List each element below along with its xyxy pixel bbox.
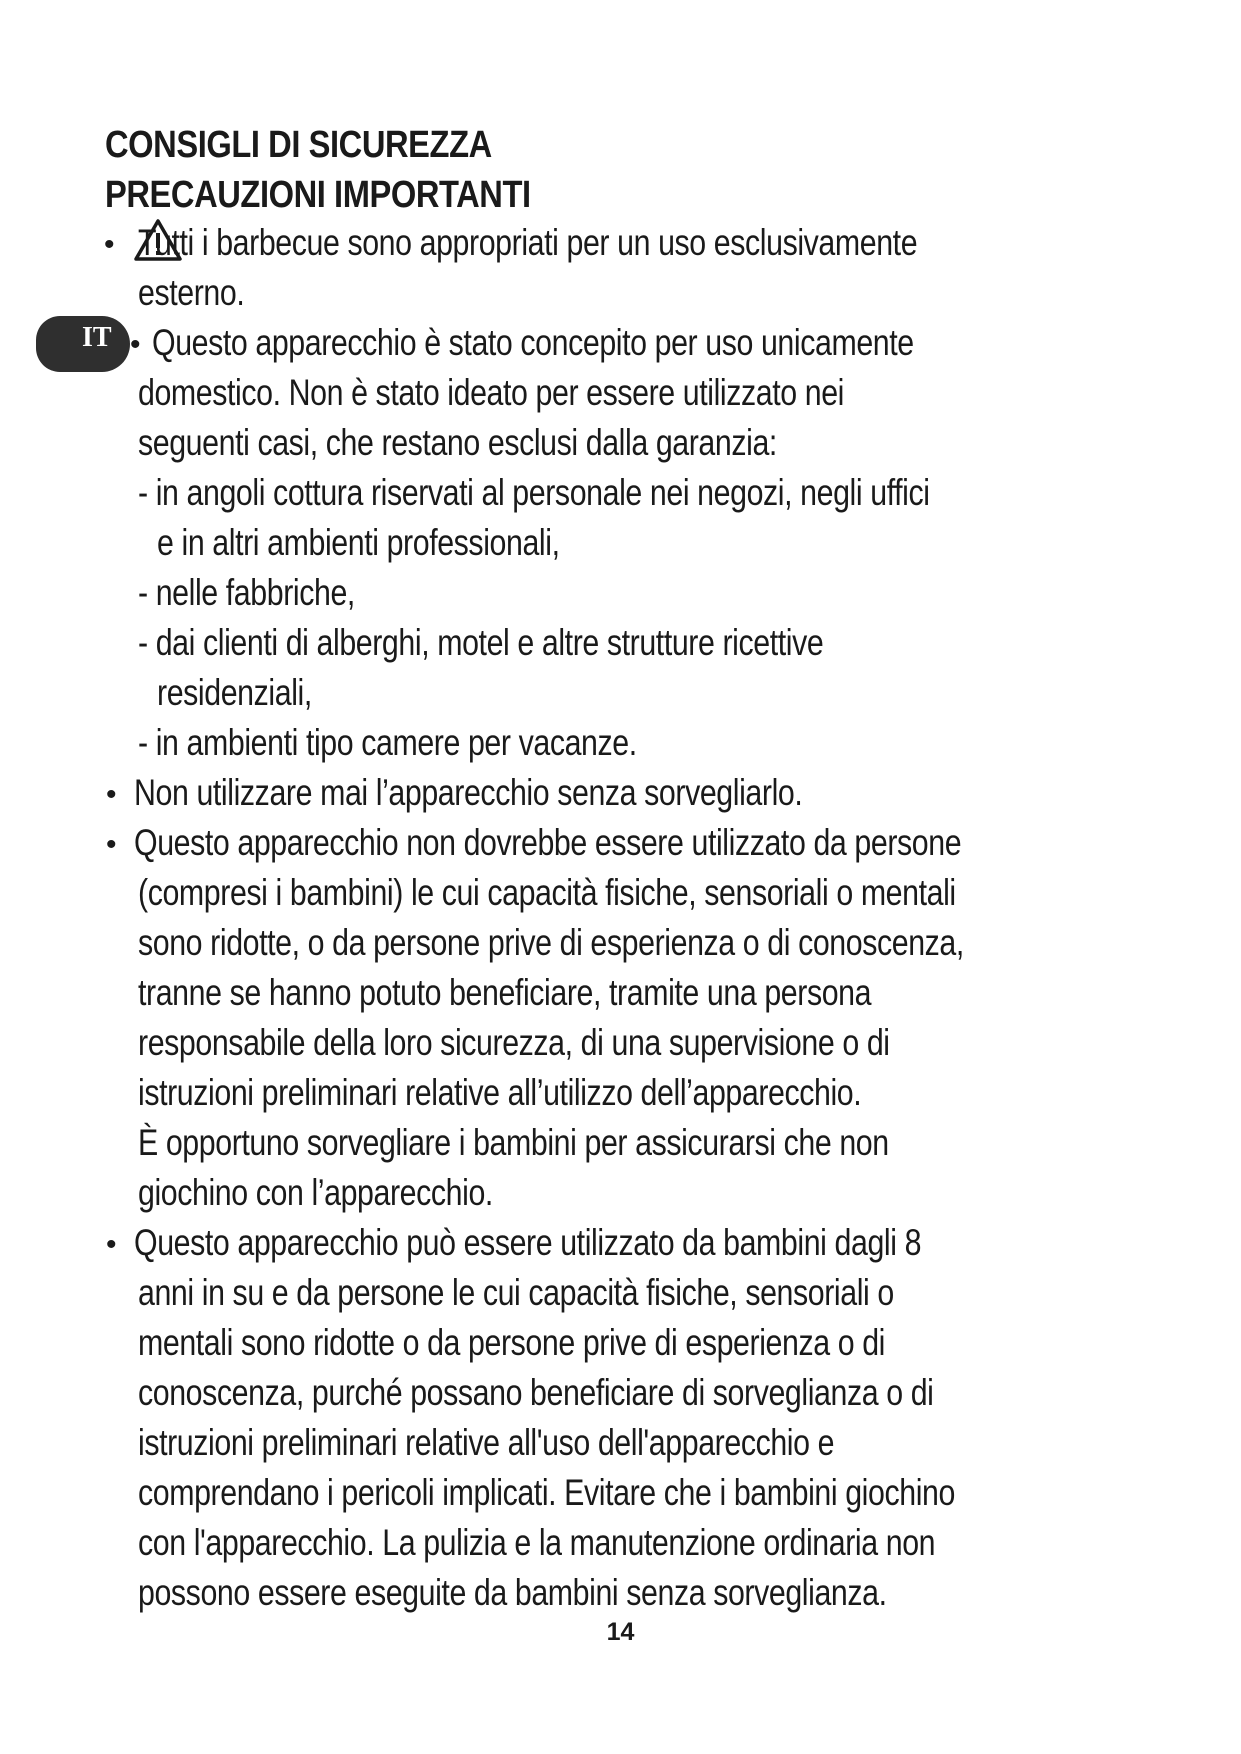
- sub-item-3-line-2: residenziali,: [157, 672, 312, 713]
- bullet-5-line-7: con l'apparecchio. La pulizia e la manutenzione ordinaria non: [138, 1522, 936, 1563]
- bullet-marker: •: [106, 778, 117, 811]
- bullet-1-line-1: Tutti i barbecue sono appropriati per un uso esclusivamente: [138, 222, 918, 263]
- bullet-5-line-8: possono essere eseguite da bambini senza sorveglianza.: [138, 1572, 887, 1613]
- bullet-5-line-5: istruzioni preliminari relative all'uso dell'apparecchio e: [138, 1422, 835, 1463]
- bullet-5-line-3: mentali sono ridotte o da persone prive di esperienza o di: [138, 1322, 885, 1363]
- bullet-5-line-2: anni in su e da persone le cui capacità fisiche, sensoriali o: [138, 1272, 894, 1313]
- language-tab-label: IT: [82, 322, 112, 353]
- bullet-4-line-7: È opportuno sorvegliare i bambini per assicurarsi che non: [138, 1122, 889, 1163]
- page-number: 14: [606, 1618, 635, 1646]
- bullet-2-line-1: Questo apparecchio è stato concepito per uso unicamente: [152, 322, 914, 363]
- bullet-4-line-2: (compresi i bambini) le cui capacità fisiche, sensoriali o mentali: [138, 872, 956, 913]
- section-subtitle: PRECAUZIONI IMPORTANTI: [105, 174, 531, 216]
- sub-item-3-line-1: - dai clienti di alberghi, motel e altre strutture ricettive: [138, 622, 824, 663]
- bullet-4-line-6: istruzioni preliminari relative all’utilizzo dell’apparecchio.: [138, 1072, 862, 1113]
- sub-item-1-line-2: e in altri ambienti professionali,: [157, 522, 560, 563]
- bullet-5-line-1: Questo apparecchio può essere utilizzato da bambini dagli 8: [134, 1222, 922, 1263]
- bullet-marker: •: [104, 228, 115, 261]
- bullet-4-line-4: tranne se hanno potuto beneficiare, tramite una persona: [138, 972, 872, 1013]
- bullet-marker: •: [106, 828, 117, 861]
- bullet-5-line-4: conoscenza, purché possano beneficiare di sorveglianza o di: [138, 1372, 934, 1413]
- section-title: CONSIGLI DI SICUREZZA: [105, 124, 492, 166]
- section-headings: [105, 120, 600, 220]
- bullet-4-line-5: responsabile della loro sicurezza, di una supervisione o di: [138, 1022, 890, 1063]
- bullet-marker: •: [130, 328, 141, 361]
- bullet-5-line-6: comprendano i pericoli implicati. Evitare che i bambini giochino: [138, 1472, 955, 1513]
- bullet-2-line-2: domestico. Non è stato ideato per essere utilizzato nei: [138, 372, 845, 413]
- sub-item-1-line-1: - in angoli cottura riservati al personale nei negozi, negli uffici: [138, 472, 930, 513]
- bullet-marker: •: [106, 1228, 117, 1261]
- bullet-4-line-1: Questo apparecchio non dovrebbe essere utilizzato da persone: [134, 822, 962, 863]
- sub-item-2: - nelle fabbriche,: [138, 572, 355, 613]
- bullet-4-line-3: sono ridotte, o da persone prive di esperienza o di conoscenza,: [138, 922, 964, 963]
- bullet-2-line-3: seguenti casi, che restano esclusi dalla garanzia:: [138, 422, 777, 463]
- sub-item-4: - in ambienti tipo camere per vacanze.: [138, 722, 637, 763]
- bullet-1-line-2: esterno.: [138, 272, 245, 313]
- bullet-4-line-8: giochino con l’apparecchio.: [138, 1172, 493, 1213]
- bullet-3-line-1: Non utilizzare mai l’apparecchio senza sorvegliarlo.: [134, 772, 803, 813]
